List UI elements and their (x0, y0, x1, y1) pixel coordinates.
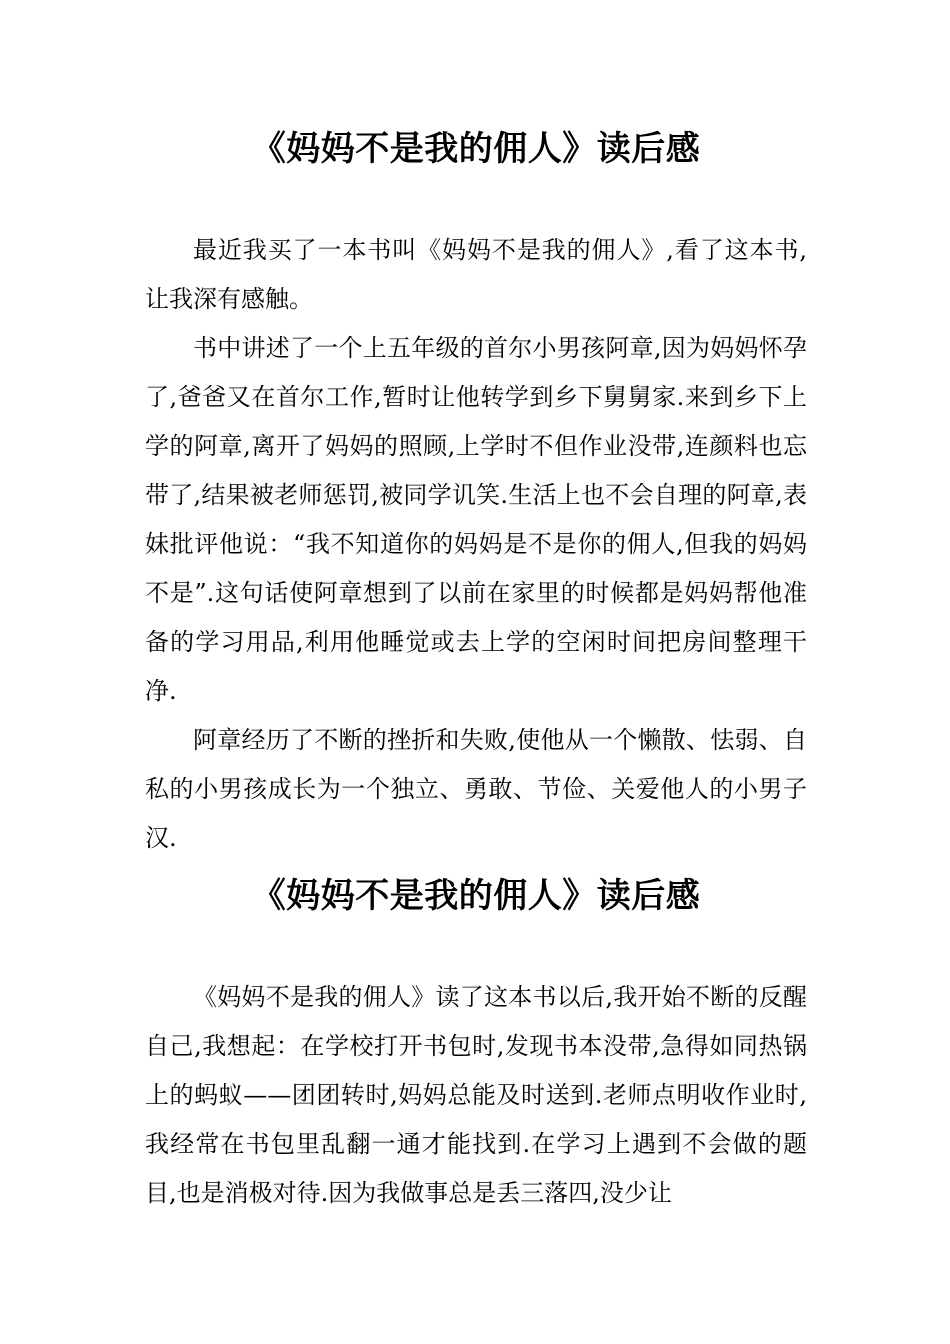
essay-body-1 (145, 226, 807, 863)
paragraph: 阿章经历了不断的挫折和失败,使他从一个懒散、怯弱、自私的小男孩成长为一个独立、勇敢、节俭、关爱他人的小男子汉. (145, 726, 807, 852)
essay-body-2 (145, 973, 807, 1218)
paragraph: 《妈妈不是我的佣人》读了这本书以后,我开始不断的反醒自己,我想起：在学校打开书包时,发现书本没带,急得如同热锅上的蚂蚁——团团转时,妈妈总能及时送到.老师点明收作业时,我经常在书包里乱翻一通才能找到.在学习上遇到不会做的题目,也是消极对待.因为我做事总是丢三落四,没少让 (145, 983, 807, 1207)
essay-title-1: 《妈妈不是我的佣人》读后感 (251, 129, 701, 169)
essay-title-2: 《妈妈不是我的佣人》读后感 (251, 876, 701, 916)
paragraph: 书中讲述了一个上五年级的首尔小男孩阿章,因为妈妈怀孕了,爸爸又在首尔工作,暂时让他转学到乡下舅舅家.来到乡下上学的阿章,离开了妈妈的照顾,上学时不但作业没带,连颜料也忘带了,结果被老师惩罚,被同学讥笑.生活上也不会自理的阿章,表妹批评他说：“我不知道你的妈妈是不是你的佣人,但我的妈妈不是”.这句话使阿章想到了以前在家里的时候都是妈妈帮他准备的学习用品,利用他睡觉或去上学的空闲时间把房间整理干净. (145, 334, 807, 705)
paragraph: 最近我买了一本书叫《妈妈不是我的佣人》,看了这本书,让我深有感触。 (145, 236, 807, 313)
